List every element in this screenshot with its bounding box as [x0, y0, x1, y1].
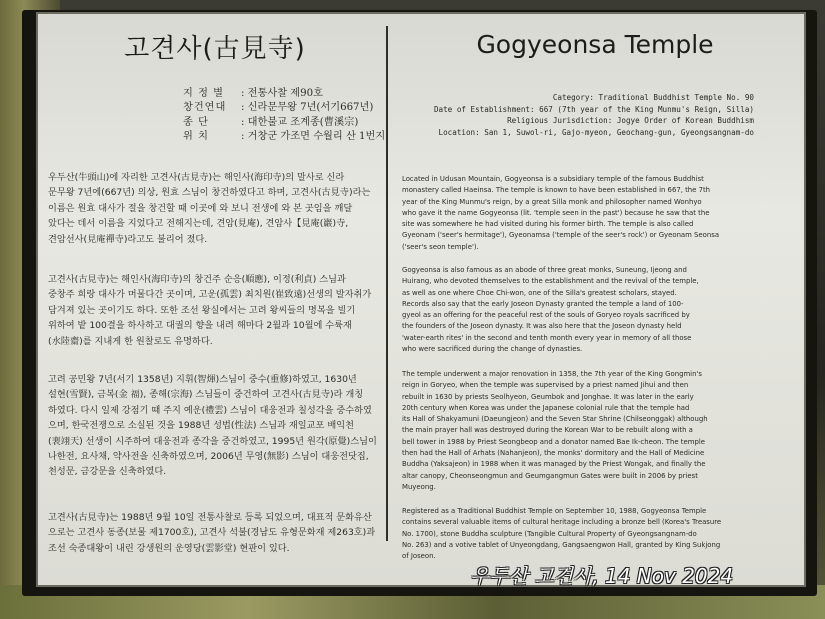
text-line: Located in Udusan Mountain, Gogyeonsa is a subsidiary temple of the famous Buddhist [402, 175, 704, 183]
text-line: (水陸齋)를 지내게 한 원찰로도 유명하다. [48, 335, 213, 347]
text-line: 하였다. 다시 일제 강점기 때 주지 예운(禮雲) 스님이 대웅전과 칠성각을 중수하였 [48, 404, 372, 416]
text-line: Registered as a Traditional Buddhist Temple on September 10, 1988, Gogyeonsa Temple [402, 507, 707, 515]
korean-meta-row [183, 101, 383, 115]
english-meta-row: Religious Jurisdiction: Jogye Order of Korean Buddhism [507, 116, 754, 126]
text-line: 설현(雪賢), 금복(金 福), 종해(宗海) 스님들이 중건하여 고견사(古見寺)라 개칭 [48, 389, 364, 401]
text-line: Gogyeonsa is also famous as an abode of three great monks, Suneung, Ijeong and [402, 266, 687, 274]
text-line: as well as one where Choe Chi-won, one of the Silla's greatest scholars, stayed. [402, 288, 677, 297]
english-paragraph-1 [402, 174, 762, 253]
korean-meta-row [183, 87, 383, 101]
text-line: the founders of the Joseon dynasty. It was also here that the Joseon dynasty held [402, 322, 682, 331]
english-paragraph-2 [402, 265, 762, 355]
photo-caption: 우두산 고견사, 14 Nov 2024 [470, 564, 734, 588]
text-line: 문무왕 7년에(667년) 의상, 원효 스님이 창건하였다고 하며, 고견사(古見寺)라는 [48, 187, 371, 199]
text-line: 나한전, 요사채, 약사전을 신축하였으며, 2006년 무영(無影) 스님이 대웅전닷집, [48, 451, 369, 463]
text-line: 우두산(牛頭山)에 자리한 고견사(古見寺)는 해인사(海印寺)의 말사로 신라 [48, 172, 345, 183]
text-line: the main prayer hall was destroyed during the Korean War to be rebuilt along with a [402, 426, 693, 435]
text-line: its Hall of Shakyamuni (Daeungjeon) and the Seven Star Shrine (Chilseonggak) although [402, 415, 708, 424]
korean-meta-row [183, 130, 386, 144]
korean-paragraph-3 [48, 372, 378, 480]
meta-value: : 신라문무왕 7년(서기667년) [241, 102, 374, 114]
english-meta-row: Category: Traditional Buddhist Temple No. 90 [552, 93, 754, 102]
text-line: ('seer's seon temple'). [402, 242, 479, 251]
text-line: who gave it the name Gogyeonsa (lit. 'temple seen in the past') because he saw that the [402, 208, 710, 217]
english-paragraph-4 [402, 506, 762, 562]
text-line: then had the Hall of Arhats (Nahanjeon), the monks' dormitory and the Hall of Medicine [402, 449, 705, 458]
text-line: 20th century when Korea was under the Japanese colonial rule that the temple had [402, 403, 690, 412]
english-paragraph-3 [402, 369, 762, 493]
text-line: 천성문, 금강문을 신축하였다. [48, 466, 167, 478]
text-line: The temple underwent a major renovation in 1358, the 7th year of the King Gongmin's [402, 370, 702, 378]
text-line: monastery called Haeinsa. The temple is known to have been established in 667, the 7th [402, 186, 711, 195]
text-line: rebuilt in 1630 by priests Seolhyeon, Geumbok and Jonghae. It was later in the early [402, 392, 694, 401]
english-meta-row: Date of Establishment: 667 (7th year of the King Munmu's Reign, Silla) [433, 104, 754, 114]
meta-label: 지 정 별 [183, 88, 224, 99]
column-divider [386, 26, 388, 541]
text-line: 담겨져 있는 곳이기도 하다. 또한 조선 왕실에서는 고려 왕씨들의 명복을 빌기 [48, 304, 356, 316]
meta-value: : 거창군 가조면 수월리 산 1번지 [241, 130, 386, 142]
text-line: gyeol as an offering for the peaceful rest of the souls of Goryeo royals sacrificed by [402, 311, 690, 320]
english-meta [404, 92, 754, 139]
text-line: 이름은 원효 대사가 절을 창건할 때 이곳에 와 보니 전생에 와 본 곳임을 깨달 [48, 202, 353, 214]
meta-label: 종 단 [183, 116, 209, 128]
korean-meta [183, 87, 386, 144]
korean-paragraph-4 [48, 510, 378, 556]
text-line: 'water-earth rites' in the second and tenth month every year in memory of all those [402, 333, 692, 342]
meta-value: : 전통사찰 제90호 [241, 88, 323, 99]
meta-label: 창건연대 [183, 102, 227, 114]
text-line: year of the King Munmu's reign, by a great Silla monk and philosopher named Wonhyo [402, 197, 702, 206]
text-line: site was somewhere he had visited during his former birth. The temple is also called [402, 220, 694, 229]
text-line: 으며, 한국전쟁으로 소실된 것을 1988년 성법(性法) 스님과 재일교포 배익천 [48, 420, 354, 432]
text-line: (裵翊天) 선생이 시주하여 대웅전과 종각을 중건하였고, 1995년 원각(原覺)스님이 [48, 435, 377, 447]
text-line: No. 1700), stone Buddha sculpture (Tangible Cultural Property of Gyeongsangnam-do [402, 529, 697, 538]
text-line: altar canopy, Cheonseongmun and Geumgangmun Gates were built in 2006 by priest [402, 471, 698, 480]
text-line: 견암선사(見庵禪寺)라고도 불리어 졌다. [48, 233, 208, 245]
text-line: Records also say that the early Joseon Dynasty granted the temple a land of 100- [402, 299, 684, 308]
text-line: Muyeong. [402, 482, 436, 491]
text-line: of Joseon. [402, 552, 436, 561]
text-line: Gyeonam ('seer's hermitage'), Gyeonamsa ('temple of the seer's rock') or Gyeonam Seonsa [402, 231, 720, 240]
text-line: 위하여 밭 100결을 하사하고 대궐의 향을 내려 해마다 2월과 10월에 수륙재 [48, 320, 352, 332]
text-line: 고려 공민왕 7년(서기 1358년) 지휘(智煇)스님이 중수(重修)하였고, 1630년 [48, 374, 357, 385]
text-line: who were sacrificed during the change of dynasties. [402, 345, 583, 354]
text-line: Huirang, who devoted themselves to the establishment and the revival of the temple, [402, 277, 699, 286]
text-line: 조선 숙종대왕이 내린 강생원의 운영당(雲影堂) 현판이 있다. [48, 542, 290, 554]
korean-title: 고견사(古見寺) [124, 34, 306, 64]
text-line: 고견사(古見寺)는 해인사(海印寺)의 창건주 순응(順應), 이정(利貞) 스님과 [48, 274, 346, 285]
text-line: No. 263) and a votive tablet of Unyeongdang, Gangsaengwon Hall, granted by King Sukjong [402, 540, 721, 549]
korean-meta-row [183, 116, 383, 130]
text-line: reign in Goryeo, when the temple was supervised by a priest named Jihui and then [402, 381, 689, 390]
korean-paragraph-1 [48, 170, 378, 247]
meta-label: 위 치 [183, 130, 209, 142]
text-line: 중창주 희랑 대사가 머물다간 곳이며, 고운(孤雲) 최치원(崔致遠)선생의 발자취가 [48, 289, 372, 301]
text-line: 으로는 고견사 동종(보물 제1700호), 고견사 석불(경남도 유형문화재 제263호)과 [48, 527, 376, 539]
text-line: bell tower in 1988 by Priest Seongbeop and a donator named Bae Ik-cheon. The temple [402, 437, 705, 446]
meta-value: : 대한불교 조계종(曹溪宗) [241, 116, 359, 128]
text-line: 고견사(古見寺)는 1988년 9월 10일 전통사찰로 등록 되었으며, 대표적 문화유산 [48, 512, 372, 523]
text-line: Buddha (Yaksajeon) in 1988 when it was managed by the Priest Wongak, and finally the [402, 460, 706, 469]
text-line: contains several valuable items of cultural heritage including a bronze bell (Korea's Treasure [402, 518, 722, 527]
text-line: 았다는 데서 이름을 지었다고 전해지는데, 견암(見庵), 견암사【見庵(巖)寺, [48, 218, 349, 230]
korean-paragraph-2 [48, 272, 378, 349]
english-title: Gogyeonsa Temple [476, 30, 714, 59]
english-meta-row: Location: San 1, Suwol-ri, Gajo-myeon, Geochang-gun, Gyeongsangnam-do [438, 128, 754, 138]
